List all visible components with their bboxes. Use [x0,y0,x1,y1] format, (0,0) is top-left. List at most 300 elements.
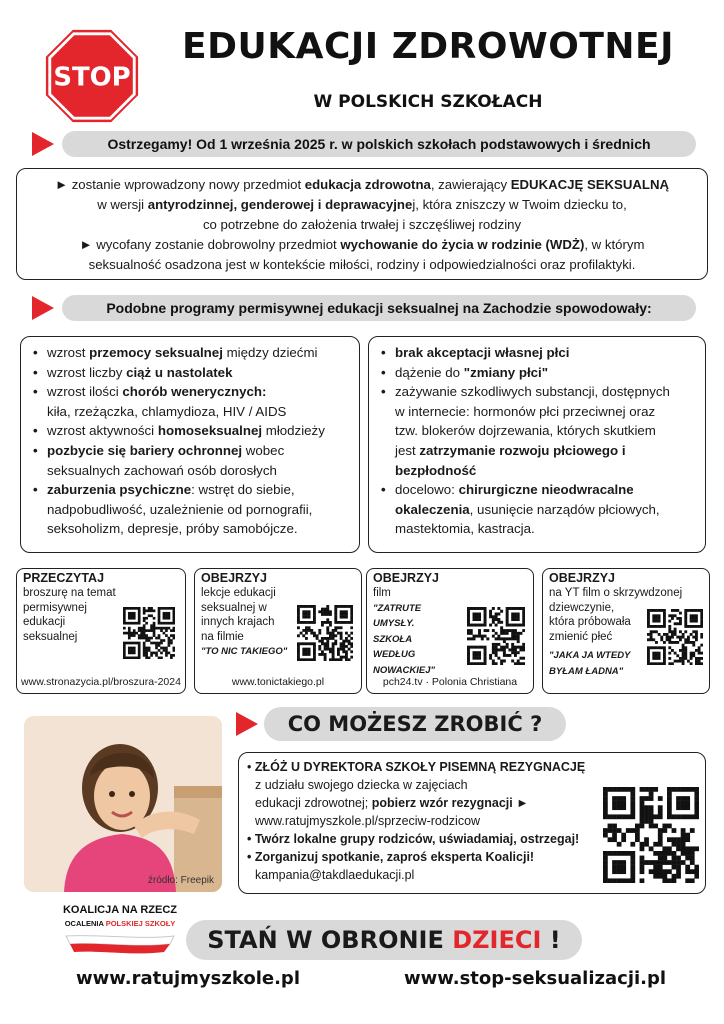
qr-module [484,662,487,665]
qr-module [297,648,300,651]
qr-module [694,810,699,815]
qr-module [603,874,608,879]
qr-module [348,634,351,637]
qr-module [470,662,473,665]
qr-module [687,625,690,628]
qr-module [640,801,645,806]
qr-module [658,657,661,660]
qr-module [345,613,348,616]
qr-module [158,612,161,615]
qr-module [608,828,613,833]
qr-module [492,607,495,610]
qr-module [650,633,653,636]
qr-module [302,629,305,632]
qr-module [329,632,332,635]
qr-module [690,609,693,612]
qr-module [305,621,308,624]
qr-module [517,640,520,643]
qr-module [173,637,175,640]
qr-module [506,654,509,657]
qr-module [148,607,151,610]
qr-module [506,610,509,613]
qr-module [681,814,686,819]
qr-module [655,614,658,617]
qr-module [324,621,327,624]
qr-module [666,633,669,636]
qr-module [145,617,148,620]
qr-module [160,657,163,659]
qr-module [165,622,168,625]
qr-module [517,651,520,654]
qr-module [514,632,517,635]
qr-module [495,613,498,616]
qr-module [140,629,143,632]
qr-module [681,860,686,865]
qr-module [342,613,345,616]
qr-module [158,617,161,620]
card-link[interactable]: www.tonictakiego.pl [231,676,325,688]
qr-module [522,657,525,660]
qr-module [337,650,340,653]
qr-module [143,607,146,610]
qr-module [698,652,701,655]
qr-code-icon[interactable] [123,607,175,659]
qr-module [685,796,690,801]
qr-module [658,609,661,612]
qr-module [324,610,327,613]
qr-module [130,652,133,655]
qr-module [649,846,654,851]
qr-module [475,662,478,665]
qr-module [660,662,663,665]
qr-module [334,613,337,616]
qr-module [467,654,470,657]
qr-module [672,856,677,861]
flag-swoosh-icon [60,930,180,956]
qr-module [658,865,663,870]
qr-module [170,629,173,632]
qr-module [668,657,671,660]
qr-module [489,610,492,613]
qr-module [145,654,148,657]
qr-module [148,639,151,642]
qr-module [698,662,701,665]
qr-module [685,801,690,806]
qr-module [345,650,348,653]
qr-module [302,650,305,653]
qr-module [332,642,335,645]
qr-module [497,621,500,624]
qr-module [514,651,517,654]
qr-module [326,637,329,640]
qr-module [475,618,478,621]
qr-module [690,869,695,874]
qr-module [492,648,495,651]
qr-module [649,805,654,810]
qr-module [685,851,690,856]
qr-module [650,625,653,628]
qr-module [173,634,175,637]
qr-module [329,648,332,651]
qr-module [603,869,608,874]
qr-module [168,652,171,655]
qr-module [484,607,487,610]
card-link[interactable]: www.stronazycia.pl/broszura-2024 [21,676,181,688]
qr-module [676,636,679,639]
qr-module [168,639,171,642]
qr-module [621,805,626,810]
qr-module [662,824,667,829]
qr-module [297,650,300,653]
qr-module [630,856,635,861]
qr-module [612,824,617,829]
qr-module [148,609,151,612]
qr-module [313,608,316,611]
qr-module [484,646,487,649]
qr-module [481,637,484,640]
qr-module [503,646,506,649]
qr-module [682,633,685,636]
qr-module [676,869,681,874]
qr-module [647,614,650,617]
qr-module [662,851,667,856]
qr-module [690,787,695,792]
qr-code-icon[interactable] [297,605,353,661]
qr-module [168,614,171,617]
qr-module [305,610,308,613]
qr-module [667,787,672,792]
qr-module [348,658,351,661]
qr-module [155,627,158,630]
qr-module [297,621,300,624]
qr-module [667,792,672,797]
qr-module [348,648,351,651]
qr-module [342,648,345,651]
qr-module [340,637,343,640]
qr-module [519,662,522,665]
qr-module [313,610,316,613]
photo-credit: źródło: Freepik [147,875,214,886]
qr-module [123,622,126,625]
qr-module [348,640,351,643]
qr-module [326,632,329,635]
qr-module [655,617,658,620]
qr-module [332,645,335,648]
qr-module [640,805,645,810]
qr-module [350,613,353,616]
qr-module [514,624,517,627]
qr-module [626,828,631,833]
qr-module [500,659,503,662]
qr-module [684,612,687,615]
qr-module [324,658,327,661]
qr-module [679,649,682,652]
qr-module [676,874,681,879]
qr-module [517,635,520,638]
qr-module [467,657,470,660]
qr-module [653,860,658,865]
qr-module [123,617,126,620]
qr-module [603,801,608,806]
qr-module [308,621,311,624]
qr-module [478,629,481,632]
qr-module [647,622,650,625]
qr-module [508,629,511,632]
qr-module [655,641,658,644]
qr-module [608,814,613,819]
qr-module [630,801,635,806]
qr-module [663,649,666,652]
qr-module [653,865,658,870]
contact-email[interactable]: kampania@takdlaedukacji.pl [255,868,415,882]
qr-module [603,860,608,865]
qr-module [658,614,661,617]
qr-module [310,642,313,645]
qr-module [321,650,324,653]
qr-module [630,842,635,847]
qr-module [148,614,151,617]
qr-module [470,646,473,649]
qr-module [694,869,699,874]
qr-module [313,658,316,661]
qr-module [690,828,695,833]
qr-module [475,607,478,610]
qr-module [155,652,158,655]
qr-module [133,652,136,655]
qr-module [128,607,131,610]
qr-module [153,609,156,612]
qr-module [621,869,626,874]
qr-module [163,612,166,615]
qr-module [342,605,345,608]
qr-module [630,869,635,874]
qr-module [690,654,693,657]
qr-module [630,828,635,833]
qr-module [165,617,168,620]
qr-module [667,860,672,865]
qr-module [168,627,171,630]
qr-module [621,878,626,883]
qr-module [676,865,681,870]
qr-module [145,609,148,612]
qr-module [692,614,695,617]
qr-module [685,814,690,819]
qr-module [690,614,693,617]
qr-module [345,637,348,640]
qr-module [506,618,509,621]
qr-module [695,625,698,628]
list-item: • dążenie do "zmiany płci" [379,363,695,383]
card-link[interactable]: pch24.tv · Polonia Christiana [382,676,518,688]
qr-module [522,648,525,651]
qr-module [668,620,671,623]
qr-code-icon[interactable] [647,609,703,665]
qr-module [655,620,658,623]
qr-module [170,622,173,625]
defend-children-banner: STAŃ W OBRONIE DZIECI ! [186,920,582,960]
url-stop-seksualizacji[interactable]: www.stop-seksualizacji.pl [404,968,667,989]
qr-module [153,629,156,632]
qr-module [647,633,650,636]
qr-module [617,814,622,819]
qr-module [685,787,690,792]
qr-module [514,613,517,616]
qr-module [128,647,131,650]
qr-module [340,642,343,645]
qr-module [694,796,699,801]
qr-module [667,805,672,810]
qr-module [655,609,658,612]
qr-module [148,649,151,652]
qr-module [302,634,305,637]
cta-arrow-icon [236,712,258,736]
qr-module [612,833,617,838]
qr-module [145,649,148,652]
qr-module [128,632,131,635]
qr-module [350,605,353,608]
qr-module [672,837,677,842]
qr-module [676,846,681,851]
qr-module [630,810,635,815]
qr-code-icon[interactable] [603,787,699,883]
qr-module [305,658,308,661]
qr-module [667,810,672,815]
qr-module [694,846,699,851]
qr-module [158,622,161,625]
qr-module [667,801,672,806]
qr-module [478,651,481,654]
qr-module [695,609,698,612]
qr-module [128,652,131,655]
qr-module [143,629,146,632]
qr-module [168,642,171,645]
qr-module [297,642,300,645]
qr-module [475,657,478,660]
qr-module [313,605,316,608]
qr-module [655,630,658,633]
qr-module [617,801,622,806]
qr-module [138,654,141,657]
qr-module [334,642,337,645]
qr-module [305,613,308,616]
qr-module [318,629,321,632]
qr-module [652,609,655,612]
qr-module [612,801,617,806]
qr-module [649,824,654,829]
resource-card-film-2: OBEJRZYJ film "ZATRUTE UMYSŁY. SZKOŁA WEDŁUG NOWACKIEJ" pch24.tv · Polonia Christiana [366,568,534,694]
qr-module [475,654,478,657]
qr-module [517,613,520,616]
qr-module [644,796,649,801]
qr-module [329,634,332,637]
qr-module [690,657,693,660]
qr-module [603,792,608,797]
qr-module [313,613,316,616]
qr-module [138,644,141,647]
qr-module [150,629,153,632]
qr-module [692,617,695,620]
qr-module [350,645,353,648]
qr-module [475,635,478,638]
stop-sign-icon [44,28,140,124]
qr-module [603,796,608,801]
qr-module [663,617,666,620]
qr-module [300,642,303,645]
qr-module [676,860,681,865]
qr-module [663,614,666,617]
qr-module [617,805,622,810]
qr-module [165,647,168,650]
qr-module [332,650,335,653]
resignation-link[interactable]: www.ratujmyszkole.pl/sprzeciw-rodzicow [255,814,481,828]
qr-module [698,660,701,663]
qr-module [700,657,703,660]
qr-module [123,627,126,630]
qr-module [170,642,173,645]
qr-module [522,607,525,610]
qr-module [495,654,498,657]
url-ratujmyszkole[interactable]: www.ratujmyszkole.pl [76,968,300,989]
qr-module [133,622,136,625]
qr-module [484,615,487,618]
qr-module [308,650,311,653]
qr-module [123,642,126,645]
qr-code-icon[interactable] [467,607,525,665]
qr-module [123,609,126,612]
qr-module [508,648,511,651]
qr-module [679,612,682,615]
qr-module [681,805,686,810]
qr-module [329,621,332,624]
qr-module [484,613,487,616]
qr-module [475,613,478,616]
qr-module [342,642,345,645]
qr-module [655,652,658,655]
qr-module [350,621,353,624]
qr-module [668,628,671,631]
qr-module [679,636,682,639]
qr-module [676,805,681,810]
qr-module [350,626,353,629]
qr-module [690,878,695,883]
qr-module [305,629,308,632]
qr-module [522,621,525,624]
qr-module [489,657,492,660]
qr-module [140,637,143,640]
qr-module [342,656,345,659]
qr-module [467,659,470,662]
qr-module [138,617,141,620]
qr-module [308,653,311,656]
qr-module [128,629,131,632]
qr-module [173,647,175,650]
qr-module [658,654,661,657]
qr-module [690,851,695,856]
qr-module [679,657,682,660]
qr-module [503,654,506,657]
qr-module [125,622,128,625]
qr-module [123,649,126,652]
qr-module [332,632,335,635]
qr-module [168,637,171,640]
qr-module [495,637,498,640]
warning-line-4: ► wycofany zostanie dobrowolny przedmiot wychowanie do życia w rodzinie (WDŻ), w którym [79,237,645,252]
qr-module [668,625,671,628]
qr-module [475,615,478,618]
qr-module [165,634,168,637]
qr-module [676,654,679,657]
qr-module [612,865,617,870]
